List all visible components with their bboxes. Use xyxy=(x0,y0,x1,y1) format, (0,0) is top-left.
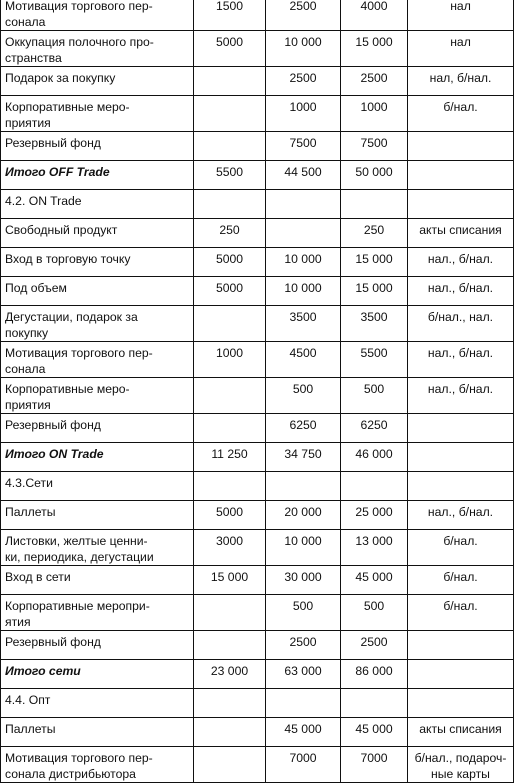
cell-item-name: Корпоративные меро- приятия xyxy=(1,96,194,132)
table-row xyxy=(1,414,514,443)
cell-item-name: Паллеты xyxy=(1,718,194,747)
table-row xyxy=(1,342,514,378)
total-row xyxy=(1,660,514,689)
cell-value-2: 30 000 xyxy=(266,566,341,595)
cell-item-name: Листовки, желтые ценни- ки, периодика, дегустации xyxy=(1,530,194,566)
cell-payment-type xyxy=(408,631,514,660)
cell-value-1: 15 000 xyxy=(194,566,266,595)
cell-item-name: Подарок за покупку xyxy=(1,67,194,96)
empty-cell xyxy=(408,472,514,501)
cell-value-1: 5000 xyxy=(194,248,266,277)
empty-cell xyxy=(266,190,341,219)
cell-item-name: Дегустации, подарок за покупку xyxy=(1,306,194,342)
table-row xyxy=(1,631,514,660)
cell-item-name: Под объем xyxy=(1,277,194,306)
empty-cell xyxy=(194,190,266,219)
cell-payment-type: нал., б/нал. xyxy=(408,501,514,530)
section-row xyxy=(1,689,514,718)
cell-value-2: 2500 xyxy=(266,67,341,96)
table-row xyxy=(1,96,514,132)
table-row xyxy=(1,530,514,566)
cell-payment-type: б/нал. xyxy=(408,595,514,631)
cell-value-2: 7000 xyxy=(266,747,341,783)
cell-value-total: 2500 xyxy=(341,67,408,96)
cell-value-1 xyxy=(194,67,266,96)
cell-payment-type xyxy=(408,414,514,443)
cell-value-1 xyxy=(194,747,266,783)
cell-value-1 xyxy=(194,132,266,161)
cell-payment-type: нал, б/нал. xyxy=(408,67,514,96)
cell-value-1: 11 250 xyxy=(194,443,266,472)
cell-value-2: 20 000 xyxy=(266,501,341,530)
table-row xyxy=(1,219,514,248)
cell-value-1 xyxy=(194,378,266,414)
table-row xyxy=(1,248,514,277)
cell-item-name: Паллеты xyxy=(1,501,194,530)
cell-value-1: 250 xyxy=(194,219,266,248)
cell-value-total: 500 xyxy=(341,378,408,414)
cell-value-2: 3500 xyxy=(266,306,341,342)
empty-cell xyxy=(341,472,408,501)
budget-table-body xyxy=(1,0,514,783)
section-title: 4.2. ON Trade xyxy=(1,190,194,219)
cell-payment-type: б/нал. xyxy=(408,530,514,566)
cell-payment-type: нал xyxy=(408,0,514,31)
cell-value-2: 44 500 xyxy=(266,161,341,190)
cell-value-total: 4000 xyxy=(341,0,408,31)
cell-item-name: Мотивация торгового пер- сонала xyxy=(1,0,194,31)
cell-value-2: 500 xyxy=(266,595,341,631)
cell-value-1 xyxy=(194,631,266,660)
cell-payment-type: нал., б/нал. xyxy=(408,378,514,414)
section-row xyxy=(1,472,514,501)
cell-item-name: Мотивация торгового пер- сонала xyxy=(1,342,194,378)
table-row xyxy=(1,747,514,783)
cell-value-total: 250 xyxy=(341,219,408,248)
cell-value-total: 15 000 xyxy=(341,277,408,306)
table-row xyxy=(1,0,514,31)
cell-value-1: 5000 xyxy=(194,31,266,67)
cell-value-total: 25 000 xyxy=(341,501,408,530)
cell-item-name: Резервный фонд xyxy=(1,414,194,443)
cell-payment-type: нал xyxy=(408,31,514,67)
cell-value-total: 2500 xyxy=(341,631,408,660)
cell-value-2: 2500 xyxy=(266,631,341,660)
cell-value-1 xyxy=(194,414,266,443)
cell-value-2: 10 000 xyxy=(266,248,341,277)
cell-value-total: 1000 xyxy=(341,96,408,132)
cell-value-total: 45 000 xyxy=(341,566,408,595)
cell-payment-type xyxy=(408,660,514,689)
cell-value-1 xyxy=(194,718,266,747)
cell-value-total: 50 000 xyxy=(341,161,408,190)
cell-value-2: 4500 xyxy=(266,342,341,378)
empty-cell xyxy=(266,472,341,501)
cell-value-total: 86 000 xyxy=(341,660,408,689)
table-row xyxy=(1,718,514,747)
empty-cell xyxy=(408,689,514,718)
table-row xyxy=(1,566,514,595)
table-row xyxy=(1,277,514,306)
total-row xyxy=(1,161,514,190)
cell-value-total: 15 000 xyxy=(341,248,408,277)
cell-value-2: 63 000 xyxy=(266,660,341,689)
cell-item-name: Резервный фонд xyxy=(1,631,194,660)
cell-value-1: 23 000 xyxy=(194,660,266,689)
cell-value-total: 7000 xyxy=(341,747,408,783)
cell-value-2: 6250 xyxy=(266,414,341,443)
table-row xyxy=(1,31,514,67)
cell-payment-type: нал., б/нал. xyxy=(408,277,514,306)
cell-payment-type: б/нал. xyxy=(408,96,514,132)
cell-payment-type: б/нал., нал. xyxy=(408,306,514,342)
empty-cell xyxy=(341,190,408,219)
cell-item-name: Итого OFF Trade xyxy=(1,161,194,190)
table-row xyxy=(1,595,514,631)
cell-value-2: 10 000 xyxy=(266,277,341,306)
cell-payment-type: акты списания xyxy=(408,718,514,747)
cell-value-2: 45 000 xyxy=(266,718,341,747)
empty-cell xyxy=(408,190,514,219)
cell-payment-type xyxy=(408,161,514,190)
cell-value-1: 1500 xyxy=(194,0,266,31)
cell-item-name: Корпоративные меро- приятия xyxy=(1,378,194,414)
cell-value-2 xyxy=(266,219,341,248)
empty-cell xyxy=(341,689,408,718)
cell-value-1: 1000 xyxy=(194,342,266,378)
cell-value-1: 3000 xyxy=(194,530,266,566)
table-row xyxy=(1,306,514,342)
cell-item-name: Вход в торговую точку xyxy=(1,248,194,277)
cell-value-total: 6250 xyxy=(341,414,408,443)
empty-cell xyxy=(194,472,266,501)
cell-value-2: 500 xyxy=(266,378,341,414)
cell-item-name: Итого ON Trade xyxy=(1,443,194,472)
cell-value-1: 5500 xyxy=(194,161,266,190)
cell-value-1 xyxy=(194,96,266,132)
cell-value-2: 1000 xyxy=(266,96,341,132)
cell-payment-type xyxy=(408,132,514,161)
empty-cell xyxy=(266,689,341,718)
cell-value-total: 46 000 xyxy=(341,443,408,472)
table-row xyxy=(1,132,514,161)
cell-value-total: 15 000 xyxy=(341,31,408,67)
section-title: 4.3.Сети xyxy=(1,472,194,501)
table-row xyxy=(1,378,514,414)
cell-value-total: 7500 xyxy=(341,132,408,161)
cell-value-1 xyxy=(194,595,266,631)
cell-item-name: Вход в сети xyxy=(1,566,194,595)
total-row xyxy=(1,443,514,472)
empty-cell xyxy=(194,689,266,718)
cell-value-1 xyxy=(194,306,266,342)
cell-payment-type: нал., б/нал. xyxy=(408,248,514,277)
cell-item-name: Итого сети xyxy=(1,660,194,689)
cell-item-name: Резервный фонд xyxy=(1,132,194,161)
cell-payment-type: акты списания xyxy=(408,219,514,248)
cell-value-2: 2500 xyxy=(266,0,341,31)
cell-value-1: 5000 xyxy=(194,501,266,530)
cell-value-2: 34 750 xyxy=(266,443,341,472)
cell-value-total: 5500 xyxy=(341,342,408,378)
cell-payment-type: нал., б/нал. xyxy=(408,342,514,378)
cell-payment-type xyxy=(408,443,514,472)
table-row xyxy=(1,67,514,96)
cell-item-name: Оккупация полочного про- странства xyxy=(1,31,194,67)
cell-item-name: Корпоративные меропри- ятия xyxy=(1,595,194,631)
cell-value-2: 10 000 xyxy=(266,530,341,566)
cell-value-total: 13 000 xyxy=(341,530,408,566)
cell-value-total: 45 000 xyxy=(341,718,408,747)
cell-value-2: 7500 xyxy=(266,132,341,161)
table-row xyxy=(1,501,514,530)
cell-value-total: 500 xyxy=(341,595,408,631)
cell-item-name: Мотивация торгового пер- сонала дистрибьютора xyxy=(1,747,194,783)
cell-value-total: 3500 xyxy=(341,306,408,342)
cell-item-name: Свободный продукт xyxy=(1,219,194,248)
cell-value-1: 5000 xyxy=(194,277,266,306)
section-row xyxy=(1,190,514,219)
section-title: 4.4. Опт xyxy=(1,689,194,718)
cell-payment-type: б/нал., подароч- ные карты xyxy=(408,747,514,783)
cell-value-2: 10 000 xyxy=(266,31,341,67)
cell-payment-type: б/нал. xyxy=(408,566,514,595)
